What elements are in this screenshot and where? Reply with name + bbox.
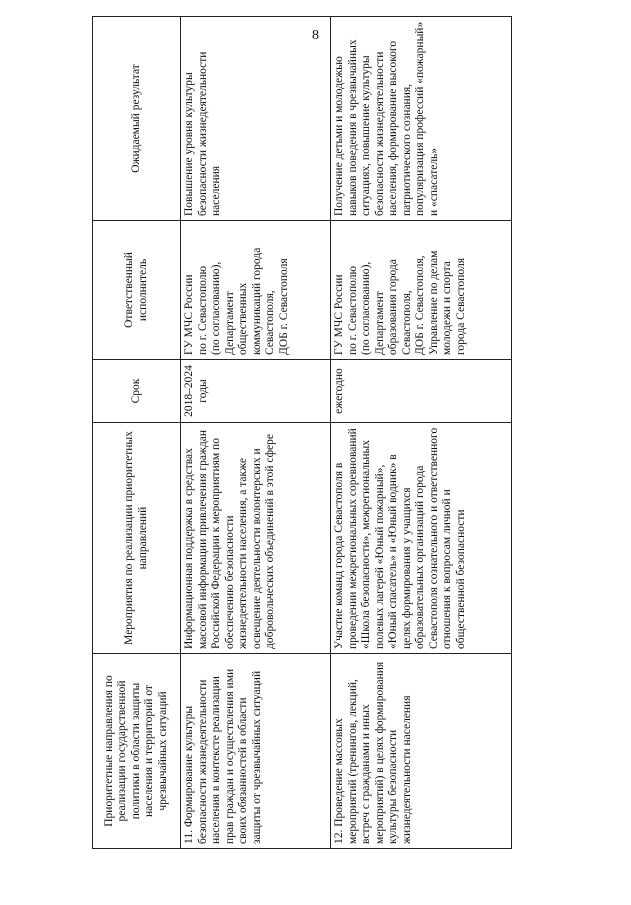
- measures-table: [92, 16, 512, 849]
- row-term: ежегодно: [331, 360, 512, 423]
- header-measures: Мероприятия по реализации приоритетных направлений: [93, 423, 181, 654]
- table-row: [331, 17, 512, 849]
- row-measures: Информационная поддержка в средствах массовой информации привлечения граждан Российской Федерации к мероприятиям по обеспечению безопасности жизнедеятельности населения, а также освещение деятельности волонтерских и добровольческих объединений в этой сфере: [181, 423, 331, 654]
- row-result: Повышение уровня культуры безопасности жизнедеятельности населения: [181, 17, 331, 221]
- row-executor: ГУ МЧС России по г. Севастополю (по согласованию), Департамент общественных коммуникаций города Севастополя, ДОБ г. Севастополя: [181, 221, 331, 360]
- row-measures: Участие команд города Севастополя в проведении межрегиональных соревнований «Школа безопасности», межрегиональных полевых лагерей «Юный пожарный», «Юный спасатель» и «Юный водник» в целях формирования у учащихся образовательных организаций города Севастополя сознательного и ответственного отношения к вопросам личной и общественной безопасности: [331, 423, 512, 654]
- header-result: Ожидаемый результат: [93, 17, 181, 221]
- row-direction: 11. Формирование культуры безопасности жизнедеятельности населения в контексте реализации прав граждан и осуществления ими своих обязанностей в области защиты от чрезвычайных ситуаций: [181, 654, 331, 849]
- header-executor: Ответственный исполнитель: [93, 221, 181, 360]
- row-direction: 12. Проведение массовых мероприятий (тренингов, лекций, встреч с гражданами и иных мероприятий) в целях формирования культуры безопасности жизнедеятельности населения: [331, 654, 512, 849]
- rotated-table-container: [92, 21, 512, 849]
- page-number: 8: [312, 28, 319, 43]
- table-header-row: [93, 17, 181, 849]
- row-executor: ГУ МЧС России по г. Севастополю (по согласованию), Департамент образования города Севастополя, ДОБ г. Севастополя, Управление по делам молодежи и спорта города Севастополя: [331, 221, 512, 360]
- row-result: Получение детьми и молодежью навыков поведения в чрезвычайных ситуациях, повышение культуры безопасности жизнедеятельности населения, формирование высокого патриотического сознания, популяризация профессий «пожарный» и «спасатель»: [331, 17, 512, 221]
- header-term: Срок: [93, 360, 181, 423]
- row-term: 2018–2024 годы: [181, 360, 331, 423]
- header-directions: Приоритетные направления по реализации государственной политики в области защиты населения и территорий от чрезвычайных ситуаций: [93, 654, 181, 849]
- table-row: [181, 17, 331, 849]
